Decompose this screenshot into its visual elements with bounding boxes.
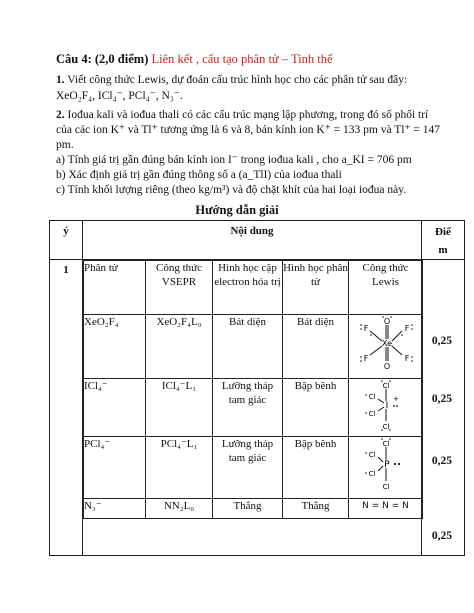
lewis-pcl4-diagram bbox=[356, 437, 416, 491]
guide-heading: Hướng dẫn giải bbox=[195, 203, 279, 217]
lewis-xe-o-top: O bbox=[383, 317, 390, 326]
score-row-4: 0,25 bbox=[431, 530, 452, 542]
part2-number: 2. bbox=[56, 109, 65, 121]
lewis-xe-o-bottom: O bbox=[383, 362, 390, 371]
part2-b: b) Xác định giá trị gần đúng thông số a (a_TlI) của iođua thali bbox=[56, 169, 342, 181]
lewis-xe-center: Xe bbox=[381, 339, 392, 348]
table-row bbox=[84, 437, 423, 499]
header-content: Nội dung bbox=[83, 221, 422, 260]
mol-geometry-cell: Thẳng bbox=[283, 499, 349, 519]
row-number: 1 bbox=[50, 260, 83, 556]
answer-table bbox=[49, 220, 465, 556]
pair-geometry-cell: Lưỡng tháp tam giác bbox=[213, 379, 283, 437]
part2-text-1: Iođua kali và iođua thali có các cấu trúc mạng lập phương, trong đó số phối trí bbox=[67, 109, 429, 121]
lewis-p-center: P bbox=[383, 460, 390, 470]
lewis-pcl-cl-left-2: Cl bbox=[368, 470, 375, 478]
lewis-n3-cell: N = N = N bbox=[349, 499, 423, 519]
lewis-icl-cl-bottom: Cl bbox=[382, 423, 389, 431]
part1-text: Viết công thức Lewis, dự đoán cấu trúc hình học cho các phân tử sau đây: bbox=[67, 74, 408, 86]
mol-geometry-cell: Bát diện bbox=[283, 315, 349, 379]
inner-header-molecule: Phân tử bbox=[84, 261, 146, 315]
question-label: Câu 4: (2,0 điểm) bbox=[56, 52, 149, 66]
molecule-cell: N₃⁻ bbox=[84, 499, 146, 519]
lewis-icl-cl-left-1: Cl bbox=[368, 393, 375, 401]
inner-header-pair-geometry: Hình học cặp electron hóa trị bbox=[213, 261, 283, 315]
lewis-i-center: I bbox=[385, 401, 388, 411]
table-row bbox=[84, 499, 423, 519]
table-row bbox=[84, 315, 423, 379]
molecule-cell: ICl₄⁻ bbox=[84, 379, 146, 437]
vsepr-cell: ICl₄⁻L₁ bbox=[146, 379, 213, 437]
inner-table bbox=[83, 260, 423, 519]
lewis-pcl-cl-bottom: Cl bbox=[382, 483, 389, 491]
pair-geometry-cell: Lưỡng tháp tam giác bbox=[213, 437, 283, 499]
lewis-icl-cl-left-2: Cl bbox=[368, 410, 375, 418]
mol-geometry-cell: Bập bênh bbox=[283, 437, 349, 499]
lewis-cell bbox=[349, 379, 423, 437]
part1-species: XeO₂F₄, ICl₄⁻, PCl₄⁻, N₃⁻. bbox=[56, 90, 183, 102]
header-y: ý bbox=[50, 221, 83, 260]
part2-a: a) Tính giá trị gần đúng bán kính ion I⁻ trong iođua kali , cho a_KI = 706 pm bbox=[56, 154, 412, 166]
question-topic: Liên kết , cấu tạo phân tử – Tinh thể bbox=[151, 52, 333, 66]
lewis-xe-f-4: F bbox=[404, 354, 409, 363]
part1-number: 1. bbox=[56, 74, 65, 86]
part2-line3: pm. bbox=[56, 139, 74, 151]
inner-header-lewis: Công thức Lewis bbox=[349, 261, 423, 315]
mol-geometry-cell: Bập bênh bbox=[283, 379, 349, 437]
question-title bbox=[56, 52, 333, 67]
header-score-line1: Điể bbox=[435, 226, 451, 238]
score-row-2: 0,25 bbox=[431, 393, 452, 405]
pair-geometry-cell: Bát diện bbox=[213, 315, 283, 379]
molecule-cell: PCl₄⁻ bbox=[84, 437, 146, 499]
vsepr-cell: PCl₄⁻L₁ bbox=[146, 437, 213, 499]
part2-line1 bbox=[56, 108, 428, 123]
part1-line bbox=[56, 73, 407, 88]
inner-header-mol-geometry: Hình học phân tử bbox=[283, 261, 349, 315]
score-cell bbox=[422, 260, 465, 556]
content-cell bbox=[83, 260, 422, 556]
inner-header-vsepr: Công thức VSEPR bbox=[146, 261, 213, 315]
score-row-3: 0,25 bbox=[431, 455, 452, 467]
lewis-pcl-cl-left-1: Cl bbox=[368, 451, 375, 459]
score-row-1: 0,25 bbox=[431, 335, 452, 347]
header-score bbox=[422, 221, 465, 260]
vsepr-cell: NN₂L₀ bbox=[146, 499, 213, 519]
lewis-i-charge: + bbox=[392, 395, 399, 403]
lewis-xe-f-1: F bbox=[363, 324, 368, 333]
molecule-cell: XeO₂F₄ bbox=[84, 315, 146, 379]
pair-geometry-cell: Thẳng bbox=[213, 499, 283, 519]
lewis-icl4-diagram bbox=[356, 379, 416, 431]
lewis-cell bbox=[349, 437, 423, 499]
lewis-icl-cl-top: Cl bbox=[382, 382, 389, 390]
header-score-line2: m bbox=[438, 244, 448, 256]
lewis-xeo2f4-diagram bbox=[356, 315, 416, 371]
lewis-pcl-cl-top: Cl bbox=[382, 440, 389, 448]
vsepr-cell: XeO₂F₄L₀ bbox=[146, 315, 213, 379]
part2-line2: của các ion K⁺ và Tl⁺ tương ứng là 6 và 8, bán kính ion K⁺ = 133 pm và Tl⁺ = 147 bbox=[56, 124, 441, 136]
lewis-xe-f-3: F bbox=[363, 354, 368, 363]
part2-c: c) Tính khối lượng riêng (theo kg/m³) và độ chặt khít của hai loại iođua này. bbox=[56, 184, 407, 196]
table-row bbox=[84, 379, 423, 437]
lewis-xe-f-2: F bbox=[404, 324, 409, 333]
lewis-cell bbox=[349, 315, 423, 379]
